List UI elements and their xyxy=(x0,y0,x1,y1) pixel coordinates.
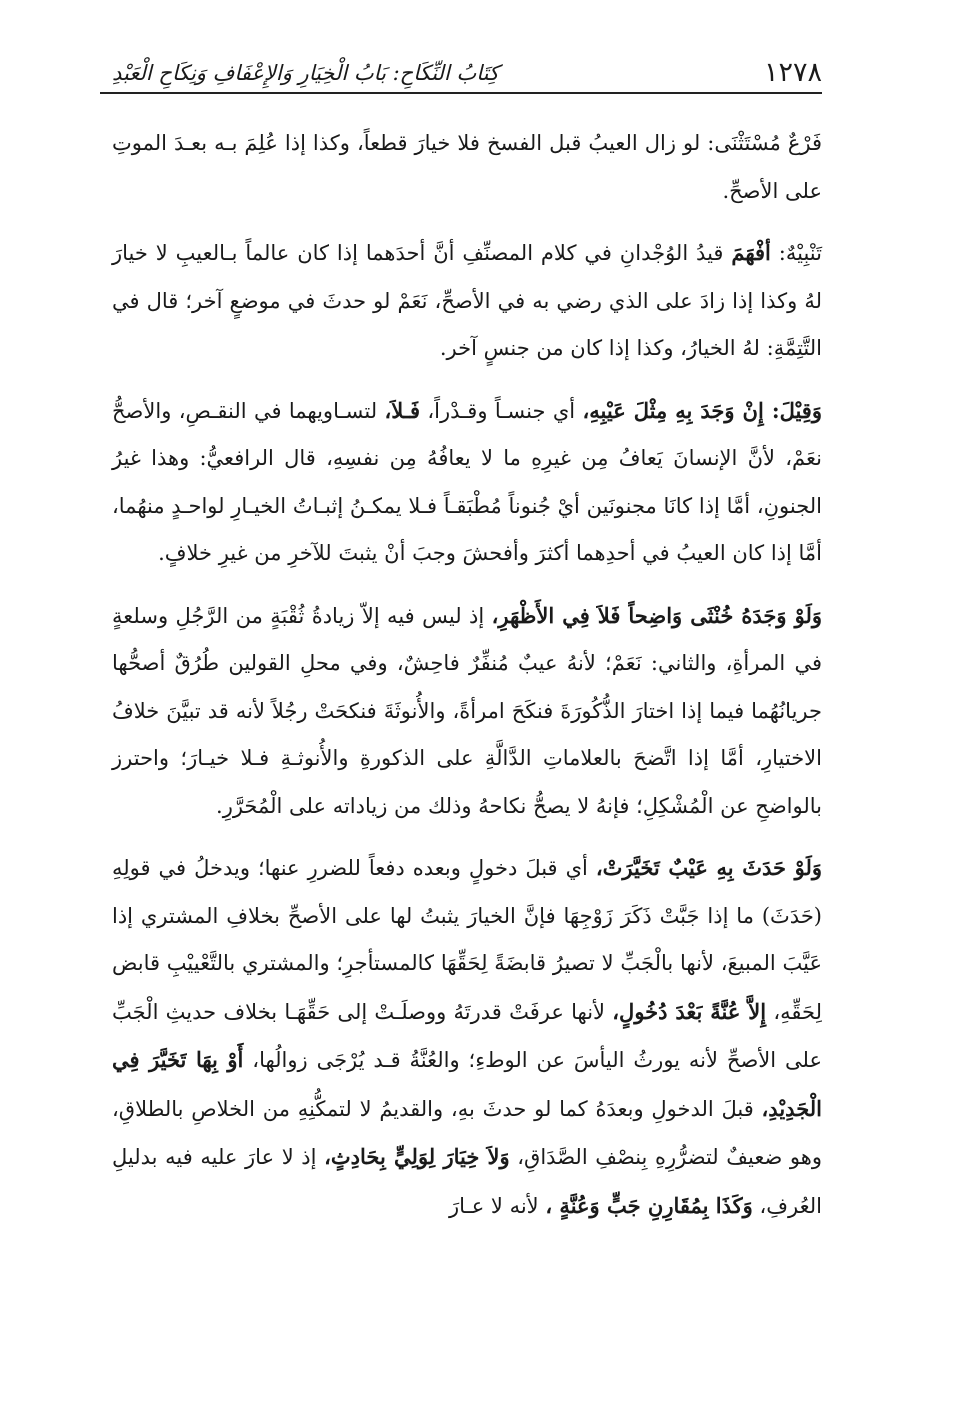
commentary-text: أي جنسـاً وقـدْراً، xyxy=(419,398,583,423)
commentary-text: لأنها عرفَتْ قدرتَهُ ووصلَـتْ إلى حَقِّهَـا بخلاف حديثِ الْجَبِّ على الأصحِّ لأنه يورثُ اليأسَ عن الوطءِ؛ والعُنَّةُ قـد يُرْجَى زوالُها، xyxy=(112,999,822,1072)
matn-text: أفْهَمَ xyxy=(731,240,771,265)
commentary-text: إذ لا عارَ عليه فيه بدليلِ العُرفِ، xyxy=(112,1145,822,1218)
commentary-text: أي قبلَ دخولٍ وبعده دفعاً للضررِ عنها؛ ويدخلُ في قولِهِ (حَدَثَ) ما إذا جَبَّتْ ذَكَرَ زَوْجِهَا فإنَّ الخيارَ يثبتُ لها على الأصحِّ بخلافِ المشتري إذا عَيَّبَ المبيعَ، لأنها بالْجَبِّ لا تصيرُ قابضَةً لِحَقِّهَا كالمستأجرِ؛ والمشتري بالتَّعْييْبِ قابض لِحَقِّهِ، xyxy=(112,856,822,1024)
paragraph-similar-defect xyxy=(112,387,822,578)
commentary-text: لتسـاويهما في النقـصِ، والأصحُّ نعَمْ، لأنَّ الإنسانَ يَعافُ مِن غيرِهِ ما لا يعافُهُ مِن نفسِهِ، قال الرافعيُّ: وهذا غيرُ الجنونِ، أمَّا إذا كانَا مجنونَين أيْ جُنوناً مُطْبَقـاً فـلا يمكـنُ إثبـاتُ الخيـارِ لواحـدٍ منهُما، أمَّا إذا كان العيبُ في أحدِهما أكثرَ وأفحشَ وجبَ أنْ يثبتَ للآخرِ من غيرِ خلافٍ. xyxy=(112,398,822,565)
matn-text: إِلاَّ عُنَّةً بَعْدَ دُخُولٍ، xyxy=(612,998,767,1024)
matn-text: وَلَوْ وَجَدَهُ خُنْثَى وَاضِحاً فَلاَ فِي الأَظْهَرِ، xyxy=(491,602,822,628)
commentary-text: قبلَ الدخولِ وبعدَهُ كما لو حدثَ بهِ، والقديمُ لا لتمكُّنِهِ من الخلاصِ بالطلاقِ، وهو ضعيفٌ لتضرُّرِهِ بِنصْفِ الصَّدَاقِ، xyxy=(112,1096,822,1169)
matn-text: وَلَوْ حَدَثَ بِهِ عَيْبٌ تَخَيَّرَتْ، xyxy=(595,855,822,880)
commentary-text: إذ ليس فيه إلاّ زيادةُ ثُقْبَةٍ من الرَّجُلِ وسلعةٍ في المرأةِ، والثاني: نَعَمْ؛ لأنهُ عيبٌ مُنفِّرٌ فاحِشٌ، وفي محلِ القولين طُرُقٌ أصحُّها جريانُهُما فيما إذا اختارَ الذُّكُورَةَ فنكَحَ امرأةً، والأُنوثَةَ فنكحَتْ رجُلاً لأنه قد تبيَّنَ خلافُ الاختيارِ، أمَّا إذا اتَّضحَ بالعلاماتِ الدَّالَّةِ على الذكورةِ والأُنوثـةِ فـلا خيـارَ؛ واحترز بالواضحِ عن الْمُشْكِلِ؛ فإنهُ لا يصحُّ نكاحهُ وذلك من زياداته على الْمُحَرَّرِ. xyxy=(112,603,822,818)
page-number: ١٢٧٨ xyxy=(763,57,822,88)
paragraph-new-defect xyxy=(112,844,822,1230)
page-header xyxy=(100,56,822,98)
matn-text: وَلاَ خِيَارَ لِوَلِيٍّ بِحَادِثٍ، xyxy=(324,1144,510,1169)
matn-text: فَـلاَ، xyxy=(384,397,420,423)
body-text xyxy=(112,120,822,1230)
paragraph-hermaphrodite xyxy=(112,592,822,831)
matn-text: وَكَذَا بِمُقَارِنِ جَبٍّ وَعُنَّةٍ ، xyxy=(545,1192,753,1218)
matn-text: أَوْ بِهَا تَخَيَّرَ فِي الْجَدِيْدِ، xyxy=(112,1047,822,1121)
matn-text: وَقِيْلَ: إِنْ وَجَدَ بِهِ مِثْلَ عَيْبِهِ، xyxy=(582,397,822,423)
paragraph-exception-branch xyxy=(112,120,822,215)
paragraph-notice xyxy=(112,229,822,373)
commentary-text: فَرْعٌ مُسْتَثْنَى: لو زال العيبُ قبل الفسخ فلا خيارَ قطعاً، وكذا إذا عُلِمَ بـه بعـدَ الموتِ على الأصحِّ. xyxy=(112,131,822,203)
commentary-text: لأنه لا عـارَ xyxy=(449,1193,546,1218)
commentary-text: قيدُ الوُجْدانِ في كلام المصنِّفِ أنَّ أحدَهما إذا كان عالماً بـالعيبِ لا خيارَ لهُ وكذا إذا زادَ على الذي رضي به في الأصحِّ، نَعَمْ لو حدثَ في موضعٍ آخر؛ قال في التَّتِمَّةِ: لهُ الخيارُ، وكذا إذا كان من جنسٍ آخر. xyxy=(112,241,822,360)
running-title: كِتَابُ النِّكَاحِ: بَابُ الْخِيَارِ وَالإِعْفَافِ وَنِكَاحِ الْعَبْدِ xyxy=(112,61,499,85)
header-rule xyxy=(100,92,822,94)
commentary-text: تَنْبِيْهٌ: xyxy=(770,241,822,265)
